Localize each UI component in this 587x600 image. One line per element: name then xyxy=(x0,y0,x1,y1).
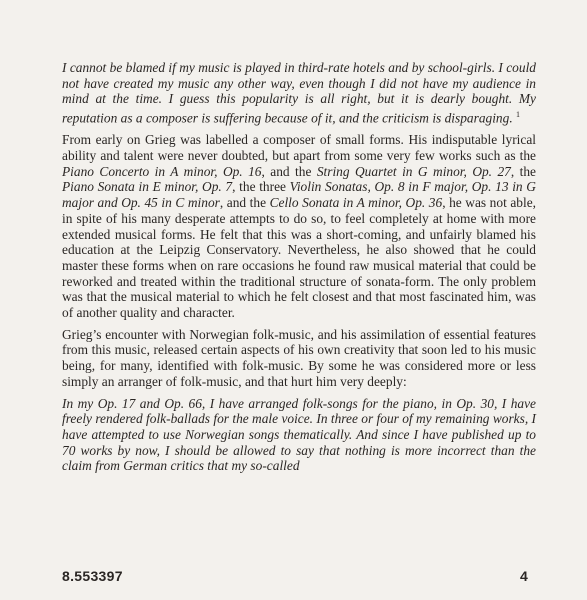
quote-1-text: I cannot be blamed if my music is played in third-rate hotels and by school-girls. I could not have created my music any other way, even though I did not have my audience in mind at the time. I guess this popularity is all right, but it is dearly bought. My reputation as a composer is suffering because of it, and the criticism is disparaging. xyxy=(62,60,536,126)
page-number: 4 xyxy=(520,568,528,584)
para2-text: Grieg’s encounter with Norwegian folk-music, and his assimilation of essential features from this music, released certain aspects of his own creativity that soon led to his music being, for many, identified with folk-music. By some he was considered more or less simply an arranger of folk-music, and that hurt him very deeply: xyxy=(62,326,536,389)
para1-text-2: , and the xyxy=(261,163,317,179)
work-title-piano-sonata: Piano Sonata in E minor, Op. 7 xyxy=(62,179,233,195)
grieg-quote-2 xyxy=(62,396,536,475)
catalog-number: 8.553397 xyxy=(62,568,123,584)
footnote-marker: 1 xyxy=(516,110,521,120)
work-title-string-quartet: String Quartet in G minor, Op. 27 xyxy=(316,163,511,179)
grieg-quote-1 xyxy=(62,60,536,126)
para1-text-3: , the xyxy=(510,163,536,179)
paragraph-folk-music xyxy=(62,327,536,390)
para1-text-1: From early on Grieg was labelled a composer of small forms. His indisputable lyrical ability and talent were never doubted, but apart from some very few works such as the xyxy=(62,132,536,163)
quote-2-text: In my Op. 17 and Op. 66, I have arranged folk-songs for the piano, in Op. 30, I have freely rendered folk-ballads for the male voice. In three or four of my remaining works, I have attempted to use Norwegian songs thematically. And since I have published up to 70 works by now, I should be allowed to say that nothing is more incorrect than the claim from German critics that my so-called xyxy=(62,395,536,474)
paragraph-small-forms xyxy=(62,132,536,320)
para1-text-4: , the three xyxy=(232,179,290,195)
work-title-violin-sonatas: Violin Sonatas, Op. 8 in F major, Op. 13 in G major and Op. 45 in C minor xyxy=(62,179,536,211)
work-title-piano-concerto: Piano Concerto in A minor, Op. 16 xyxy=(62,163,262,179)
para1-text-6: , he was not able, in spite of his many desperate attempts to do so, to feel completely at home with more extended musical forms. He felt that this was a short-coming, and unfairly blamed his education at the Leipzig Conservatory. Nevertheless, he also showed that he could master these forms when on rare occasions he found raw musical material that could be reworked and treated within the traditional structure of sonata-form. The only problem was that the musical material to which he felt closest and that most fascinated him, was of another quality and character. xyxy=(62,195,536,321)
body-text xyxy=(62,60,536,480)
para1-text-5: , and the xyxy=(219,195,270,211)
work-title-cello-sonata: Cello Sonata in A minor, Op. 36 xyxy=(269,195,443,211)
